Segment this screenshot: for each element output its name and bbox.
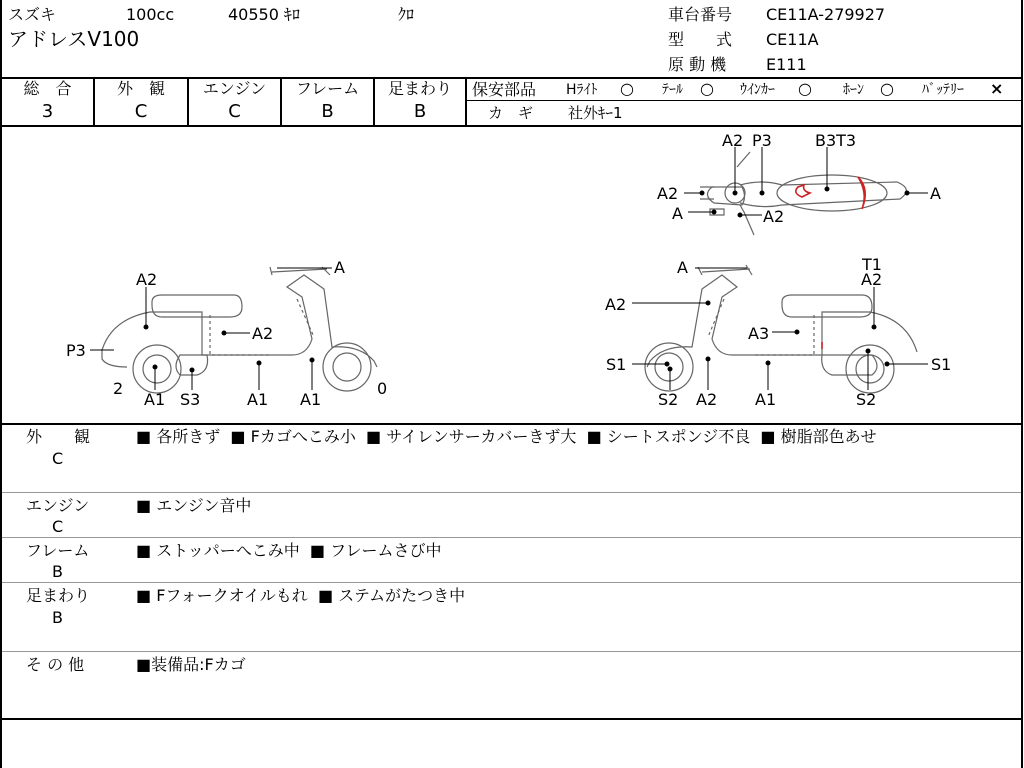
grade-value-total: 3 xyxy=(41,101,54,122)
bullet-icon: ■ xyxy=(304,541,331,560)
remark-frame-items xyxy=(136,542,442,560)
remark-sep-4 xyxy=(2,651,1021,652)
displacement: 100cc xyxy=(126,5,175,24)
diag-left-A1-b: A1 xyxy=(247,390,269,409)
model-name: アドレスV100 xyxy=(8,27,140,51)
safety-horn-mark: ○ xyxy=(880,79,894,98)
diag-top-A-left: A xyxy=(672,204,683,223)
diag-right-A-handle: A xyxy=(677,258,688,277)
diag-left-A-handle: A xyxy=(334,258,345,277)
bullet-icon: ■ xyxy=(360,427,387,446)
remark-item: ストッパーへこみ中 xyxy=(156,541,300,560)
bullet-icon: ■ xyxy=(312,586,339,605)
remark-item: 樹脂部色あせ xyxy=(780,427,877,446)
type-label: 型 式 xyxy=(668,30,733,49)
remark-exterior-items xyxy=(136,428,877,446)
safety-tail-label: ﾃｰﾙ xyxy=(662,82,683,98)
bullet-icon: ■ xyxy=(225,427,251,446)
diag-left-S3: S3 xyxy=(180,390,201,409)
grade-label-exterior: 外 観 xyxy=(116,79,165,98)
diag-top-A2-low: A2 xyxy=(763,207,785,226)
remark-category-suspension: 足まわり xyxy=(26,586,91,605)
safety-headlight-label: Hﾗｲﾄ xyxy=(566,82,598,98)
diag-left-A2-top: A2 xyxy=(136,270,158,289)
remark-engine-items xyxy=(136,497,251,515)
grade-label-engine: エンジン xyxy=(202,79,267,98)
safety-winker-label: ｳｲﾝｶｰ xyxy=(740,82,775,98)
safety-headlight-mark: ○ xyxy=(620,79,634,98)
diag-right-S1-b: S1 xyxy=(931,355,952,374)
diag-right-T1: T1 xyxy=(862,255,882,274)
remark-category-frame: フレーム xyxy=(26,541,90,560)
mileage: 40550 ｷﾛ xyxy=(228,5,300,24)
remark-sep-2 xyxy=(2,537,1021,538)
remark-item: Fフォークオイルもれ xyxy=(156,586,308,605)
remark-grade-suspension: B xyxy=(52,608,63,627)
remark-grade-engine: C xyxy=(52,517,64,536)
diagram-bottom-line xyxy=(0,423,1023,425)
grade-sep-5 xyxy=(465,78,467,126)
remark-grade-exterior: C xyxy=(52,449,64,468)
bullet-icon: ■ xyxy=(136,427,157,446)
remarks-bottom-line xyxy=(0,718,1023,720)
bullet-icon: ■ xyxy=(136,586,157,605)
engine-value: E111 xyxy=(766,55,807,74)
diag-right-S2-a: S2 xyxy=(658,390,679,409)
remark-item: サイレンサーカバーきず大 xyxy=(386,427,577,446)
remark-category-exterior: 外 観 xyxy=(26,427,91,446)
remark-item: エンジン音中 xyxy=(156,496,252,515)
remark-other-items xyxy=(136,656,246,674)
diag-top-A2-left: A2 xyxy=(657,184,679,203)
remark-item: フレームさび中 xyxy=(330,541,442,560)
bullet-icon: ■ xyxy=(136,541,157,560)
safety-tail-mark: ○ xyxy=(700,79,714,98)
maker: スズキ xyxy=(8,5,57,24)
safety-row-line xyxy=(466,100,1023,101)
frame-no: CE11A-279927 xyxy=(766,5,886,24)
grade-value-engine: C xyxy=(228,101,241,122)
safety-label: 保安部品 xyxy=(472,80,537,99)
safety-winker-mark: ○ xyxy=(798,79,812,98)
bullet-icon: ■ xyxy=(136,496,157,515)
grade-value-suspension: B xyxy=(413,101,427,122)
grade-label-total: 総 合 xyxy=(23,79,72,98)
diag-left-0: 0 xyxy=(377,379,388,398)
grade-label-frame: フレーム xyxy=(295,79,360,98)
diag-left-2: 2 xyxy=(113,379,124,398)
bullet-icon: ■ xyxy=(755,427,781,446)
key-value: 社外ｷｰ1 xyxy=(568,104,623,122)
diag-top-B3T3: B3T3 xyxy=(815,131,857,150)
diag-right-A2-bottom: A2 xyxy=(696,390,718,409)
remark-sep-3 xyxy=(2,582,1021,583)
remark-category-engine: エンジン xyxy=(26,496,90,515)
frame-no-label: 車台番号 xyxy=(668,5,733,24)
diag-right-A3: A3 xyxy=(748,324,770,343)
remark-sep-1 xyxy=(2,492,1021,493)
key-label: カ ギ xyxy=(488,104,534,122)
remark-item: 各所きず xyxy=(156,427,221,446)
remark-suspension-items xyxy=(136,587,465,605)
scooter-top-view xyxy=(700,152,906,235)
safety-battery-mark: × xyxy=(990,79,1004,98)
grade-value-exterior: C xyxy=(134,101,148,122)
diag-right-S1-a: S1 xyxy=(606,355,627,374)
diag-left-A2-mid: A2 xyxy=(252,324,274,343)
diag-right-A1: A1 xyxy=(755,390,777,409)
type-value: CE11A xyxy=(766,30,819,49)
color: ｸﾛ xyxy=(398,5,415,24)
remark-item: ステムがたつき中 xyxy=(338,586,466,605)
diag-left-P3: P3 xyxy=(66,341,86,360)
diag-right-A2-front: A2 xyxy=(605,295,627,314)
diag-top-A2-head: A2 xyxy=(722,131,744,150)
grade-value-frame: B xyxy=(321,101,334,122)
safety-horn-label: ﾎｰﾝ xyxy=(843,82,864,98)
diag-top-A-right: A xyxy=(930,184,941,203)
diag-left-A1-a: A1 xyxy=(144,390,166,409)
safety-battery-label: ﾊﾞｯﾃﾘｰ xyxy=(922,82,964,98)
remark-category-other: そ の 他 xyxy=(26,655,85,674)
remark-item: シートスポンジ不良 xyxy=(606,427,751,446)
engine-label: 原 動 機 xyxy=(668,55,727,74)
remark-item: 装備品:Fカゴ xyxy=(151,655,246,674)
bullet-icon: ■ xyxy=(136,655,152,674)
diag-left-A1-c: A1 xyxy=(300,390,322,409)
diag-right-S2-b: S2 xyxy=(856,390,877,409)
remark-grade-frame: B xyxy=(52,562,63,581)
bullet-icon: ■ xyxy=(581,427,607,446)
diag-top-P3: P3 xyxy=(752,131,772,150)
diag-right-A2-tail: A2 xyxy=(861,270,883,289)
remark-item: Fカゴへこみ小 xyxy=(250,427,356,446)
grade-label-suspension: 足まわり xyxy=(387,79,452,98)
